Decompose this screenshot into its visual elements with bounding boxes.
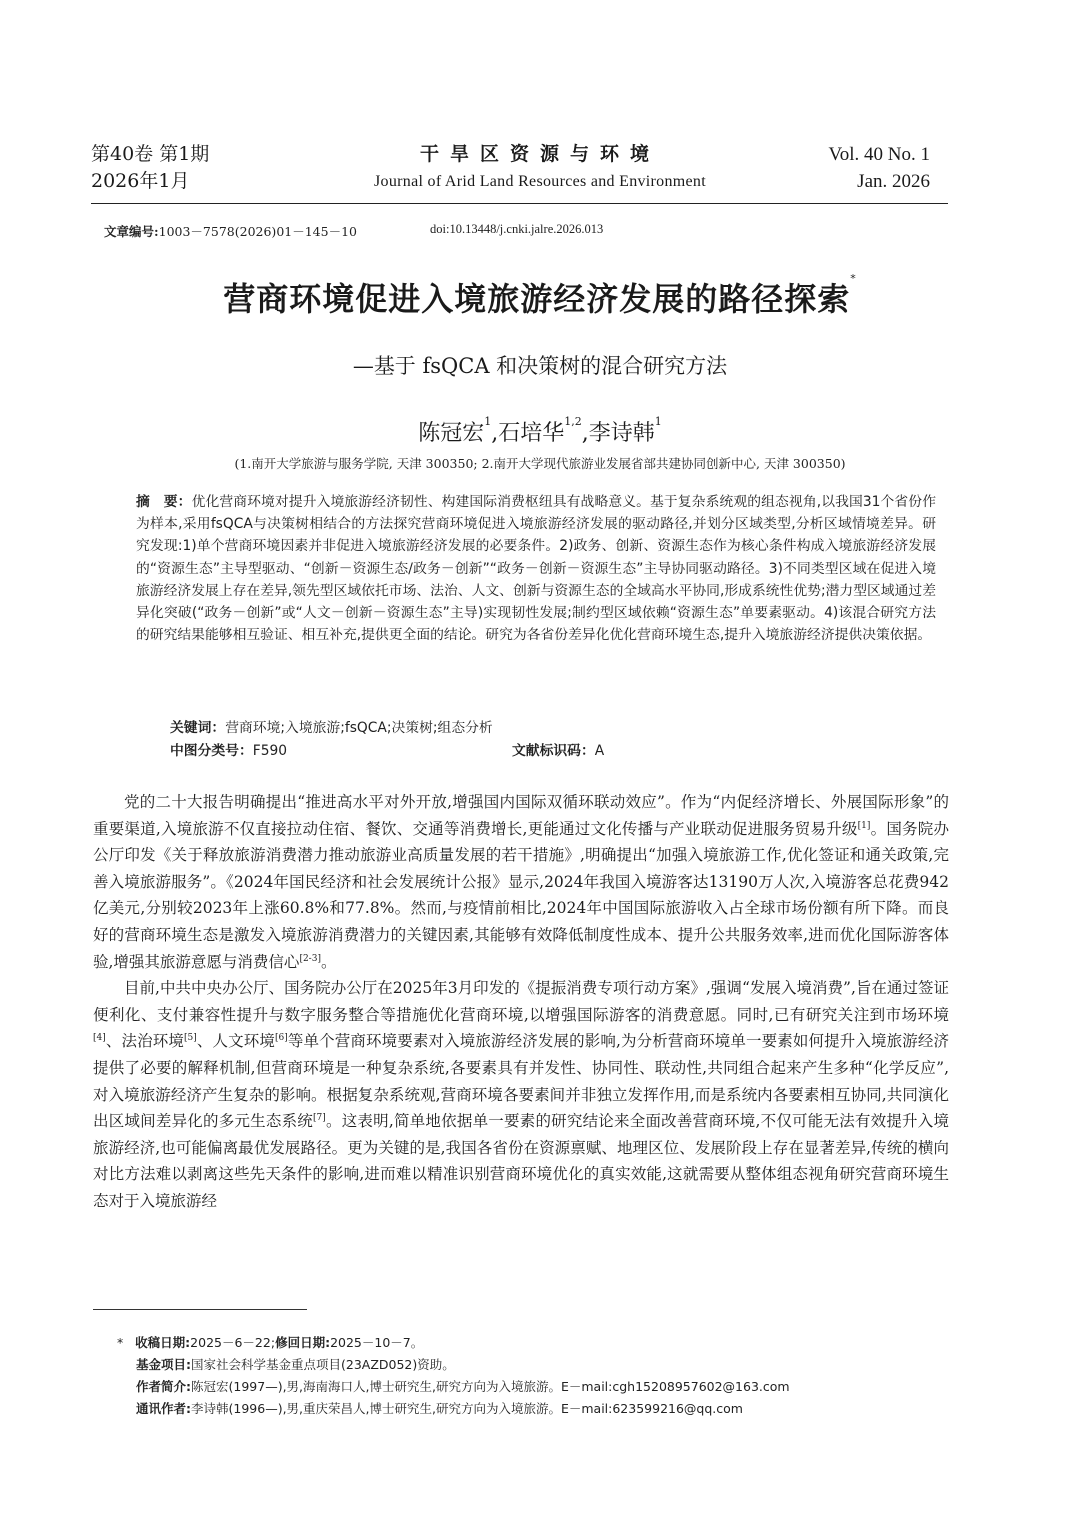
classification-value: F590 [252, 743, 288, 759]
text-run: 目前,中共中央办公厅、国务院办公厅在2025年3月印发的《提振消费专项行动方案》,强调“发展入境消费”,旨在通过签证便利化、支付兼容性提升与数字服务整合等措施优化营商环境,以增强国际游客的消费意愿。同时,已有研究关注到市场环境 [93, 979, 949, 1024]
abstract [136, 491, 936, 646]
header-rule [91, 203, 948, 204]
text-run: 、人文环境 [196, 1032, 275, 1051]
corresponding-text: 李诗韩(1996—),男,重庆荣昌人,博士研究生,研究方向为入境旅游。E－mail:623599216@qq.com [191, 1401, 743, 1416]
author-name: 李诗韩 [588, 421, 655, 446]
paragraph [93, 975, 949, 1214]
text-run: 。国务院办公厅印发《关于释放旅游消费潜力推动旅游业高质量发展的若干措施》,明确提出“加强入境旅游工作,优化签证和通关政策,完善入境旅游服务”。《2024年国民经济和社会发展统计公报》显示,2024年我国入境游客达13190万人次,入境游客总花费942亿美元,分别较2023年上涨60.8%和77.8%。然而,与疫情前相比,2024年中国国际旅游收入占全球市场份额有所下降。而良好的营商环境生态是激发入境旅游消费潜力的关键因素,其能够有效降低制度性成本、提升公共服务效率,进而优化国际游客体验,增强其旅游意愿与消费信心 [93, 819, 950, 971]
footnote-corresponding [136, 1399, 743, 1419]
header-journal [300, 141, 780, 195]
doi: doi:10.13448/j.cnki.jalre.2026.013 [430, 222, 604, 236]
paper-subtitle: —基于 fsQCA 和决策树的混合研究方法 [352, 354, 728, 378]
abstract-label: 摘 要： [136, 494, 192, 510]
keywords [170, 716, 493, 736]
text-run: 党的二十大报告明确提出“推进高水平对外开放,增强国内国际双循环联动效应”。作为“内促经济增长、外展国际形象”的重要渠道,入境旅游不仅直接拉动住宿、餐饮、交通等消费增长,更能通过文化传播与产业联动促进服务贸易升级 [93, 793, 949, 838]
text-run: 。这表明,简单地依据单一要素的研究结论来全面改善营商环境,不仅可能无法有效提升入境旅游经济,也可能偏离最优发展路径。更为关键的是,我国各省份在资源禀赋、地理区位、发展阶段上存在显著差异,传统的横向对比方法难以剥离这些先天条件的影响,进而难以精准识别营商环境优化的真实效能,这就需要从整体组态视角研究营商环境生态对于入境旅游经 [93, 1112, 949, 1210]
header-vol-no: Vol. 40 No. 1 [828, 144, 930, 165]
revised-date: 2025－10－7。 [330, 1335, 424, 1350]
footnote-dates [117, 1333, 423, 1353]
received-label: 收稿日期: [135, 1335, 191, 1350]
keywords-text: 营商环境;入境旅游;fsQCA;决策树;组态分析 [225, 720, 493, 736]
citation: [2-3] [299, 953, 321, 964]
classification-number [170, 739, 287, 759]
header-volume-issue [91, 141, 209, 195]
footnote-fund [136, 1355, 455, 1375]
corresponding-label: 通讯作者: [136, 1401, 191, 1416]
journal-name-cn: 干旱区资源与环境 [419, 143, 660, 165]
body-text [93, 789, 949, 1215]
citation: [7] [313, 1113, 326, 1124]
footnote-mark: * [117, 1335, 124, 1350]
author-affil-mark: 1 [654, 415, 662, 428]
received-date: 2025－6－22; [190, 1335, 276, 1350]
author-affil-mark: 1,2 [564, 415, 582, 428]
affiliations: (1.南开大学旅游与服务学院, 天津 300350; 2.南开大学现代旅游业发展省部共建协同创新中心, 天津 300350) [234, 456, 846, 471]
article-number [104, 222, 357, 240]
author-affil-mark: 1 [484, 415, 492, 428]
citation: [6] [275, 1033, 288, 1044]
author-list: 陈冠宏$^1$,石培华$^{1,2}$,李诗韩$^1$ [418, 415, 662, 446]
journal-name-en: Journal of Arid Land Resources and Environment [374, 173, 706, 190]
paper-title-text: 营商环境促进入境旅游经济发展的路径探索 [223, 280, 851, 318]
fund-label: 基金项目: [136, 1357, 191, 1372]
article-number-label: 文章编号: [104, 224, 159, 239]
header-date-en: Jan. 2026 [857, 171, 930, 192]
header-volume: 第40卷 第1期 [91, 143, 210, 165]
document-code-label: 文献标识码： [512, 743, 595, 759]
footnote-author [136, 1377, 790, 1397]
author-bio-text: 陈冠宏(1997—),男,海南海口人,博士研究生,研究方向为入境旅游。E－mail:cgh15208957602@163.com [191, 1379, 790, 1394]
keywords-label: 关键词： [170, 720, 226, 736]
title-footnote-mark: * [850, 272, 857, 285]
document-code [512, 739, 604, 759]
document-code-value: A [594, 743, 605, 759]
header-date: 2026年1月 [91, 170, 190, 192]
text-run: 、法治环境 [105, 1032, 184, 1051]
citation: [1] [857, 820, 871, 831]
revised-label: 修回日期: [275, 1335, 331, 1350]
abstract-text: 优化营商环境对提升入境旅游经济韧性、构建国际消费枢纽具有战略意义。基于复杂系统观的组态视角,以我国31个省份作为样本,采用fsQCA与决策树相结合的方法探究营商环境促进入境旅游经济发展的驱动路径,并划分区域类型,分析区域情境差异。研究发现:1)单个营商环境因素并非促进入境旅游经济发展的必要条件。2)政务、创新、资源生态作为核心条件构成入境旅游经济发展的“资源生态”主导型驱动、“创新－资源生态/政务－创新”“政务－创新－资源生态”主导协同驱动路径。3)不同类型区域在促进入境旅游经济发展上存在差异,领先型区域依托市场、法治、人文、创新与资源生态的全域高水平协同,形成系统性优势;潜力型区域通过差异化突破(“政务－创新”或“人文－创新－资源生态”主导)实现韧性发展;制约型区域依赖“资源生态”单要素驱动。4)该混合研究方法的研究结果能够相互验证、相互补充,提供更全面的结论。研究为各省份差异化优化营商环境生态,提升入境旅游经济提供决策依据。 [136, 494, 936, 644]
text-run: 。 [320, 952, 337, 971]
author-name: 石培华 [498, 421, 565, 446]
author-bio-label: 作者简介: [136, 1379, 191, 1394]
article-number-value: 1003－7578(2026)01－145－10 [158, 224, 357, 239]
author-name: 陈冠宏 [418, 421, 485, 446]
paper-title [0, 274, 1080, 320]
citation: [4] [93, 1033, 106, 1044]
footnote-rule [93, 1309, 307, 1310]
citation: [5] [184, 1033, 197, 1044]
classification-label: 中图分类号： [170, 743, 253, 759]
text-run: 等单个营商环境要素对入境旅游经济发展的影响,为分析营商环境单一要素如何提升入境旅游经济提供了必要的解释机制,但营商环境是一种复杂系统,各要素具有并发性、协同性、联动性,共同组合起来产生多种“化学反应”,对入境旅游经济产生复杂的影响。根据复杂系统观,营商环境各要素间并非独立发挥作用,而是系统内各要素相互协同,共同演化出区域间差异化的多元生态系统 [93, 1032, 949, 1131]
fund-text: 国家社会科学基金重点项目(23AZD052)资助。 [191, 1357, 455, 1372]
paragraph [93, 789, 949, 975]
header-volume-en [828, 141, 930, 195]
